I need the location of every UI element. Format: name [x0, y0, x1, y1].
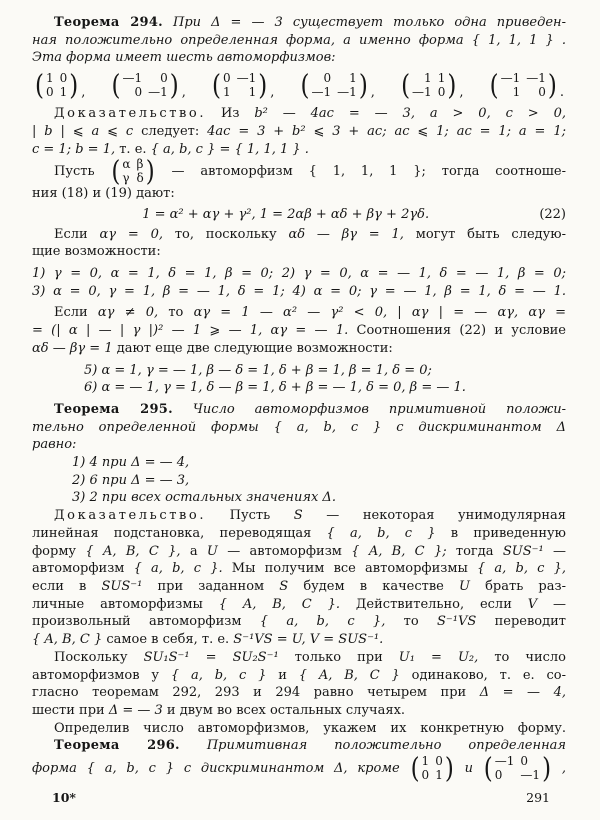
text-run: то [385, 614, 438, 630]
matrix-cell: 0 [59, 71, 68, 86]
text-line [72, 454, 566, 472]
text-run: 5) α = 1, γ = — 1, β — δ = 1, δ + β = 1, β = 1, δ = 0; [84, 362, 432, 378]
text-run: S [279, 578, 289, 594]
theorem-294 [54, 14, 566, 32]
text-run: переводит [476, 614, 566, 630]
text-run: Δ = — 4, [479, 685, 566, 701]
right-paren: ) [169, 69, 179, 102]
text-run: могут быть следую- [403, 226, 567, 242]
text-run: = (| α | — | γ |)² — 1 ⩾ — 1, αγ = — 1. [32, 323, 349, 339]
text-run: S⁻¹VS [437, 614, 477, 630]
text-run: произвольный автоморфизм [32, 614, 260, 630]
text-run: и двум во всех остальных случаях. [162, 702, 406, 718]
text-line [32, 265, 566, 283]
text-run: { a, b, c } [170, 667, 267, 683]
text-line [72, 489, 566, 507]
text-run: αγ ≠ 0, [97, 305, 159, 321]
proof-294 [54, 105, 566, 123]
text-run: — [543, 543, 566, 559]
text-run: Соотношения (22) и условие [348, 323, 566, 339]
text-run: U [206, 543, 218, 559]
left-paren: ( [111, 69, 121, 102]
matrix-cell: —1 [412, 84, 432, 99]
right-paren: ) [145, 155, 155, 188]
text-run: Пусть [206, 508, 294, 524]
matrix-separator: , [181, 84, 186, 100]
text-run: 6) α = — 1, γ = 1, δ — β = 1, δ + β = — 1, δ = 0, β = — 1. [84, 380, 466, 396]
text-run: V [527, 596, 538, 612]
matrix-m5 [401, 69, 457, 102]
text-run: αδ — βγ = 1, [288, 226, 404, 242]
text-run: Число автоморфизмов примитивной положи- [172, 401, 566, 417]
matrix-cell: —1 [122, 71, 143, 86]
text-run: Пусть [54, 164, 111, 180]
matrix-cell: γ [122, 170, 130, 185]
matrix-cell: 0 [421, 767, 430, 782]
page-content [32, 14, 567, 785]
text-run: ная положительно определенная форма, а именно форма { 1, 1, 1 } . [32, 32, 566, 48]
text-line [54, 720, 566, 738]
text-line [32, 752, 566, 785]
text-run: форму [32, 543, 86, 559]
text-run: U₁ = U₂, [398, 649, 479, 665]
matrix-separator: , [81, 84, 86, 100]
proof-295 [54, 507, 566, 525]
left-paren: ( [410, 752, 420, 785]
text-line [32, 322, 566, 340]
text-run: Примитивная положительно определенная [179, 738, 566, 754]
matrix-cell: 0 [45, 84, 54, 99]
matrix-cells [493, 755, 542, 782]
text-run: U [459, 578, 470, 594]
text-run: b² — 4ac = — 3, a > 0, c > 0, [254, 106, 566, 122]
text-run: { a, b, c }. [133, 561, 223, 577]
right-paren: ) [444, 752, 454, 785]
text-line [54, 155, 566, 188]
text-run: следует: [133, 123, 208, 139]
text-run: { A, B, C }; [351, 543, 447, 559]
matrix-cell: 1 [248, 84, 257, 99]
right-paren: ) [447, 69, 457, 102]
text-run: При Δ = — 3 существует только одна приведен- [162, 15, 566, 30]
text-run: самое в себя, т. е. [102, 632, 234, 648]
matrix-cells [44, 72, 69, 99]
text-run: { A, B, C } [298, 667, 400, 683]
matrix-separator: , [270, 84, 275, 100]
text-run: одинаково, т. е. со- [399, 667, 566, 683]
matrix-cell: —1 [520, 767, 541, 782]
text-run: Определив число автоморфизмов, укажем их конкретную форму. [54, 720, 566, 736]
matrix-cell: —1 [494, 754, 515, 769]
text-run: c = 1; b = 1, [32, 141, 116, 157]
text-run: гласно теоремам 292, 293 и 294 равно четырем при [32, 685, 480, 701]
text-run: { A, B, C } [32, 632, 103, 648]
matrix-group [489, 70, 564, 102]
matrix-cell: —1 [148, 84, 168, 99]
left-paren: ( [35, 69, 44, 102]
right-paren: ) [542, 752, 552, 785]
text-run: SU₁S⁻¹ = SU₂S⁻¹ [143, 649, 279, 665]
text-run: Поскольку [54, 649, 144, 665]
matrix-cells [120, 158, 145, 185]
text-run: и [454, 761, 483, 777]
text-run: Действительно, если [340, 596, 528, 612]
text-run: а [180, 543, 207, 559]
matrix-cell: 0 [435, 754, 443, 769]
text-run: 4ac = 3 + b² ⩽ 3 + ac; ac ⩽ 1; ac = 1; a = 1; [207, 123, 566, 139]
text-line [32, 525, 566, 543]
matrix-cell: 0 [538, 84, 546, 99]
matrix-cell: 0 [494, 767, 503, 782]
text-run: Мы получим все автоморфизмы [222, 561, 477, 577]
text-run: линейная подстановка, переводящая [32, 525, 327, 541]
text-run: то, поскольку [163, 226, 289, 242]
text-run: Теорема 294. [54, 15, 163, 30]
matrix-m1 [410, 752, 454, 785]
text-run: брать раз- [469, 578, 566, 594]
matrix-group [300, 70, 375, 102]
matrix-cell: 0 [160, 71, 168, 86]
right-paren: ) [69, 69, 79, 102]
text-run: — автоморфизм [217, 543, 352, 559]
matrix-cell: 1 [437, 71, 446, 86]
text-run: равно: [32, 437, 77, 453]
text-run: ния (18) и (19) дают: [32, 186, 175, 202]
matrix-cell: δ [136, 170, 144, 185]
text-run: автоморфизмов у [32, 667, 171, 683]
matrix-m4 [300, 69, 368, 102]
matrix-group [400, 70, 463, 102]
text-run: Доказательство. [54, 508, 207, 524]
matrix-cells [221, 72, 258, 99]
matrix-cell: 1 [435, 767, 443, 782]
matrix-cell: —1 [311, 84, 332, 99]
text-run: { a, b, c }, [476, 561, 567, 577]
text-line [32, 419, 566, 437]
matrix-cell: —1 [526, 71, 546, 86]
text-line [32, 631, 566, 649]
right-paren: ) [258, 69, 268, 102]
text-line [32, 49, 566, 67]
text-run: — [537, 596, 566, 612]
text-run: 1) γ = 0, α = 1, δ = 1, β = 0; 2) γ = 0, α = — 1, δ = — 1, β = 0; [32, 266, 566, 282]
text-line [32, 596, 566, 614]
text-line [72, 472, 566, 490]
text-run: в приведенную [435, 525, 566, 541]
text-run: S⁻¹VS = U, V = SUS⁻¹. [233, 632, 384, 648]
matrix-cell: 1 [424, 71, 432, 86]
text-run: только при [278, 649, 399, 665]
formula-body: 1 = α² + αγ + γ², 1 = 2αβ + αδ + βγ + 2γδ. [142, 206, 430, 222]
matrix-cell: 1 [349, 71, 357, 86]
matrix-cell: 0 [223, 71, 231, 86]
text-run: если в [32, 578, 102, 594]
right-paren: ) [358, 69, 368, 102]
text-run: и [266, 667, 299, 683]
text-run: то [158, 305, 194, 321]
text-run: αγ = 1 — α² — γ² < 0, | αγ | = — αγ, αγ = [193, 305, 567, 321]
matrix-cell: 1 [512, 84, 521, 99]
text-run: т. е. [115, 141, 151, 157]
text-line [32, 578, 566, 596]
matrix-m3 [212, 69, 268, 102]
left-paren: ( [212, 69, 222, 102]
text-line [32, 613, 566, 631]
text-run: { a, b, c } [326, 525, 436, 541]
text-line [32, 667, 566, 685]
matrix-cell: 0 [520, 754, 529, 769]
matrix-m1 [35, 69, 79, 102]
matrix-cells [310, 72, 359, 99]
text-line [84, 379, 566, 397]
matrix-cell: 0 [437, 84, 446, 99]
text-run: будем в качестве [288, 578, 459, 594]
text-run: Эта форма имеет шесть автоморфизмов: [32, 50, 336, 66]
text-run: { a, b, c } = { 1, 1, 1 } . [150, 141, 309, 157]
text-run: 1) 4 при Δ = — 4, [72, 455, 190, 471]
text-run: автоморфизм [32, 561, 134, 577]
text-line [32, 543, 566, 561]
text-line [32, 436, 566, 454]
matrix-cells [410, 72, 447, 99]
text-run: αδ — βγ = 1 [32, 340, 113, 356]
matrix-m6 [489, 69, 557, 102]
matrix-mg [111, 155, 155, 188]
left-paren: ( [111, 155, 121, 188]
text-line [32, 560, 566, 578]
text-line [54, 649, 566, 667]
text-run: форма { a, b, c } с дискриминантом Δ, кроме [32, 761, 410, 777]
matrix-group [211, 70, 274, 102]
text-run: тогда [446, 543, 503, 559]
matrix-cells [420, 755, 445, 782]
text-run: личные автоморфизмы [32, 596, 219, 612]
text-line [32, 340, 566, 358]
text-run: , [552, 761, 566, 777]
left-paren: ( [489, 69, 499, 102]
text-run: { a, b, c }, [259, 614, 386, 630]
matrix-cell: 1 [45, 71, 54, 86]
matrix-m2 [483, 752, 552, 785]
text-line [32, 702, 566, 720]
left-paren: ( [401, 69, 411, 102]
matrix-separator: , [459, 84, 464, 100]
text-run: 3) α = 0, γ = 1, β = — 1, δ = 1; 4) α = 0; γ = — 1, β = 1, δ = — 1. [32, 283, 566, 299]
matrix-cells [499, 72, 548, 99]
matrix-cells [121, 72, 170, 99]
theorem-295 [54, 401, 566, 419]
text-line [54, 304, 566, 322]
automorphism-matrices-row [34, 69, 564, 102]
text-run: SUS⁻¹ [101, 578, 143, 594]
text-run: | b | ⩽ a ⩽ c [32, 123, 134, 139]
footer-page-number: 291 [526, 790, 550, 805]
matrix-cell: 1 [421, 754, 430, 769]
text-line [54, 226, 566, 244]
matrix-separator: . [559, 84, 564, 100]
matrix-cell: —1 [337, 84, 357, 99]
equation-number: (22) [539, 206, 566, 222]
text-run: щие возможности: [32, 244, 161, 260]
matrix-cell: 0 [134, 84, 143, 99]
text-run: Из [206, 106, 255, 122]
matrix-group [34, 70, 85, 102]
text-line [32, 123, 566, 141]
text-run: — автоморфизм { 1, 1, 1 }; тогда соотноше- [155, 164, 566, 180]
text-run: Доказательство. [54, 106, 207, 122]
text-run: αγ = 0, [99, 226, 163, 242]
right-paren: ) [547, 69, 557, 102]
text-run: — некоторая унимодулярная [302, 508, 567, 524]
equation-22 [32, 206, 566, 224]
text-line [84, 362, 566, 380]
matrix-m2 [111, 69, 179, 102]
text-line [32, 32, 566, 50]
text-run: Δ = — 3 [108, 702, 163, 718]
matrix-cell: 1 [223, 84, 231, 99]
text-run: 3) 2 при всех остальных значениях Δ. [72, 490, 336, 506]
text-run: тельно определенной формы { a, b, c } с дискриминантом Δ [32, 419, 566, 435]
text-run: дают еще две следующие возможности: [112, 340, 393, 356]
text-run: Теорема 295. [54, 401, 173, 417]
text-line [32, 243, 566, 261]
text-run: S [293, 508, 303, 524]
left-paren: ( [483, 752, 493, 785]
matrix-cell: β [136, 157, 144, 172]
text-run: { A, B, C }. [218, 596, 340, 612]
text-line [32, 283, 566, 301]
text-run: шести при [32, 702, 109, 718]
matrix-separator: , [370, 84, 375, 100]
text-run: SUS⁻¹ [502, 543, 544, 559]
matrix-cell: 1 [59, 84, 68, 99]
footer-section-number: 10* [52, 790, 76, 805]
text-run: при заданном [142, 578, 280, 594]
text-run: Если [54, 305, 98, 321]
text-run: то число [478, 649, 567, 665]
text-run: Если [54, 226, 100, 242]
matrix-cell: —1 [236, 71, 257, 86]
text-line [32, 684, 566, 702]
matrix-cell: —1 [500, 71, 521, 86]
matrix-cell: α [122, 157, 131, 172]
matrix-group [111, 70, 186, 102]
matrix-cell: 0 [323, 71, 332, 86]
left-paren: ( [300, 69, 310, 102]
text-run: 2) 6 при Δ = — 3, [72, 472, 190, 488]
text-run: Теорема 296. [54, 738, 180, 754]
text-run: { A, B, C }, [85, 543, 181, 559]
